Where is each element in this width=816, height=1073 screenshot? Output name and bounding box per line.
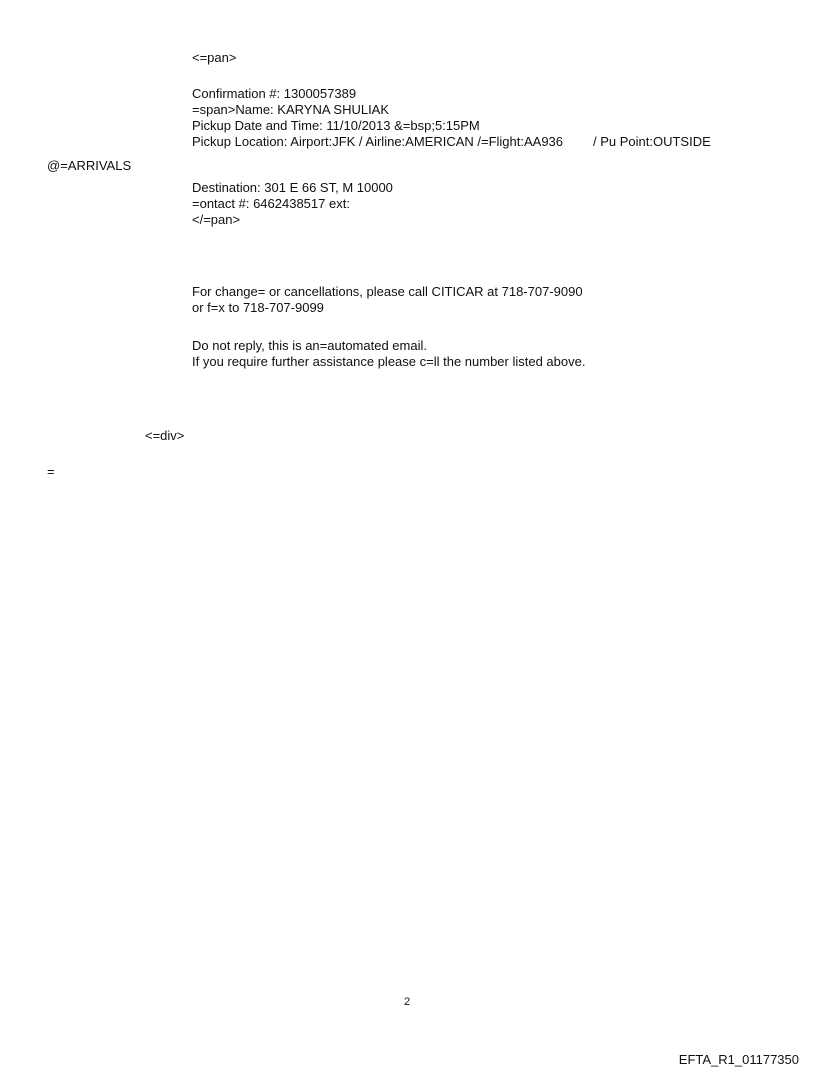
noreply-line2: If you require further assistance please c=ll the number listed above. <box>192 354 586 369</box>
change-instructions-line2: or f=x to 718-707-9099 <box>192 300 324 315</box>
equals-sign: = <box>47 464 55 479</box>
passenger-name: =span>Name: KARYNA SHULIAK <box>192 102 390 117</box>
change-instructions-line1: For change= or cancellations, please call CITICAR at 718-707-9090 <box>192 284 583 299</box>
close-span-tag: </=pan> <box>192 212 241 227</box>
noreply-line1: Do not reply, this is an=automated email. <box>192 338 427 353</box>
close-div-tag: <=div> <box>145 428 185 443</box>
confirmation-number: Confirmation #: 1300057389 <box>192 86 357 101</box>
arrivals-label: @=ARRIVALS <box>47 158 132 173</box>
open-span-tag: <=pan> <box>192 50 237 65</box>
destination: Destination: 301 E 66 ST, M 10000 <box>192 180 393 195</box>
document-id: EFTA_R1_01177350 <box>678 1052 799 1067</box>
pickup-date-time: Pickup Date and Time: 11/10/2013 &=bsp;5:15PM <box>192 118 480 133</box>
pickup-point: / Pu Point:OUTSIDE <box>593 134 711 149</box>
page-number: 2 <box>404 996 411 1008</box>
contact-number: =ontact #: 6462438517 ext: <box>192 196 350 211</box>
pickup-location: Pickup Location: Airport:JFK / Airline:AMERICAN /=Flight:AA936 <box>192 134 564 149</box>
